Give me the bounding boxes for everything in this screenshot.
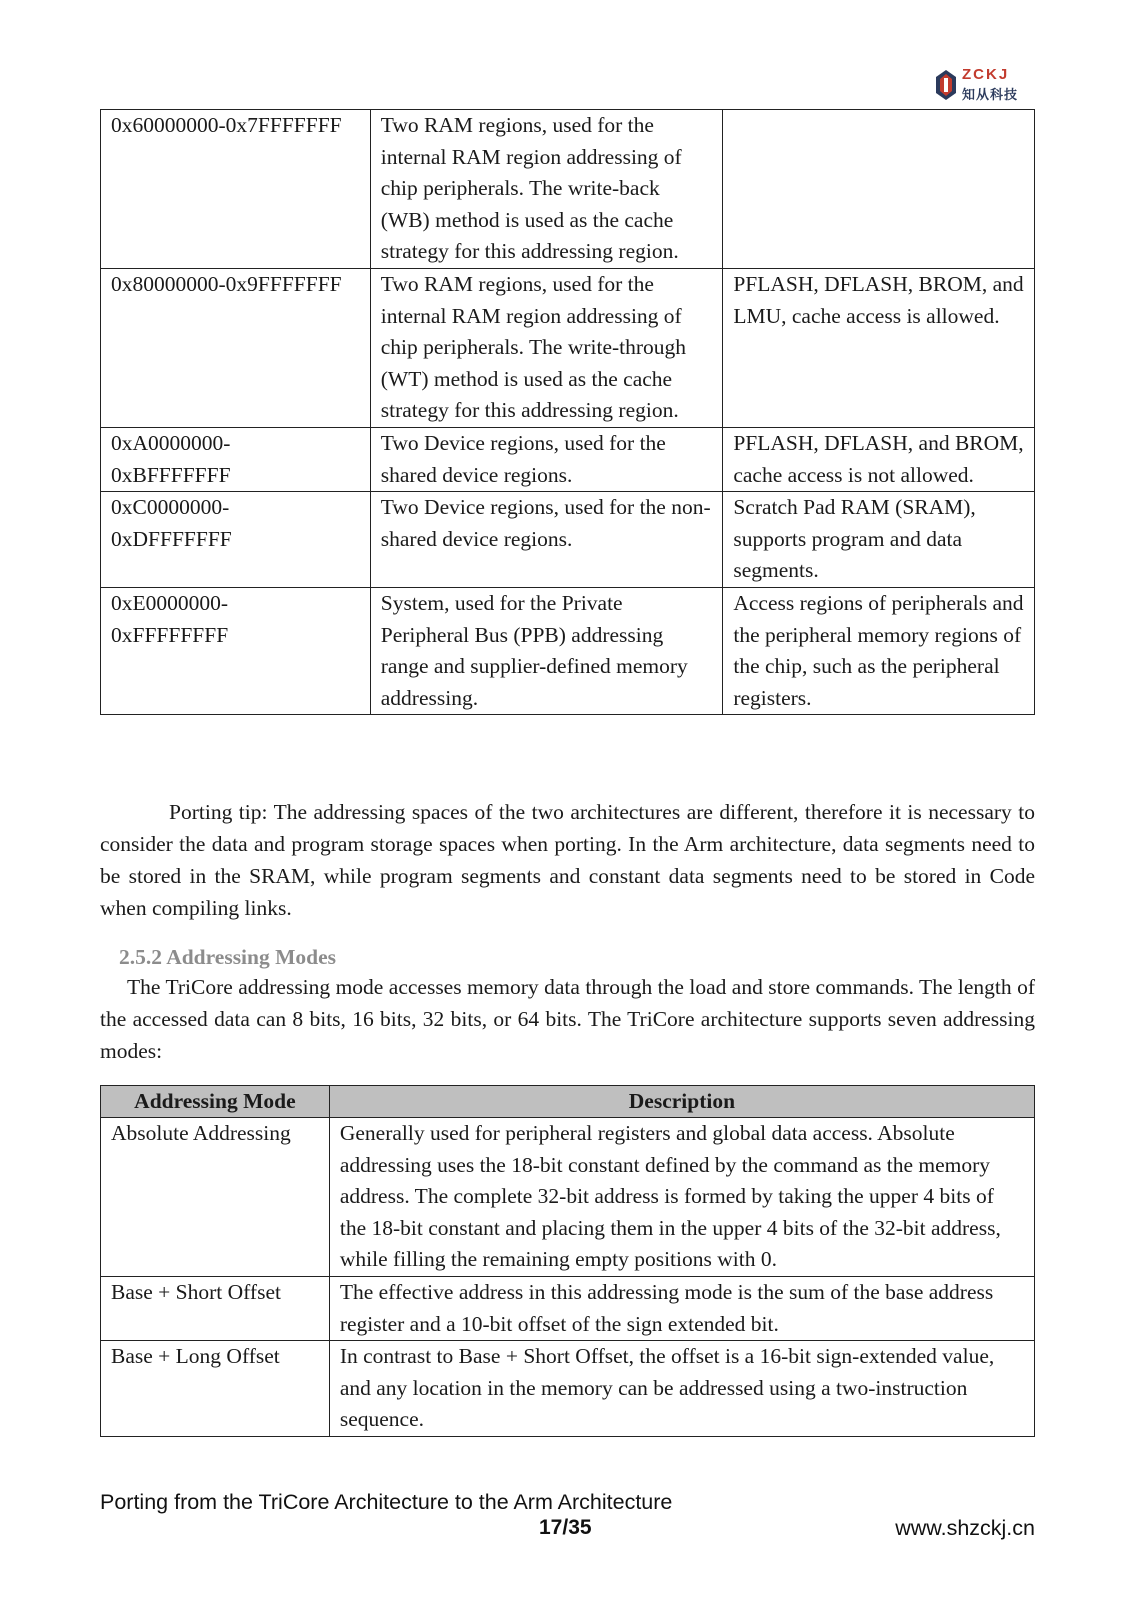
- company-logo: [934, 66, 1034, 104]
- porting-tip: Porting tip: The addressing spaces of the two architectures are different, therefore it is necessary to consider the data and program storage spaces when porting. In the Arm architecture, data segments need to be stored in the SRAM, while program segments and constant data segments need to be stored in Code when compiling links.: [100, 800, 1035, 920]
- footer-document-title: Porting from the TriCore Architecture to the Arm Architecture: [100, 1490, 673, 1514]
- memory-map-table: [100, 109, 1035, 715]
- address-range-cell: 0x80000000-0x9FFFFFFF: [101, 268, 371, 427]
- column-header-mode: Addressing Mode: [101, 1086, 330, 1118]
- table-row: [101, 1118, 1035, 1277]
- table-header-row: [101, 1086, 1035, 1118]
- region-description-cell: Two Device regions, used for the shared device regions.: [370, 427, 723, 491]
- addressing-modes-table: [100, 1085, 1035, 1437]
- region-notes-cell: Scratch Pad RAM (SRAM), supports program and data segments.: [723, 492, 1035, 588]
- table-row: [101, 587, 1035, 714]
- mode-description-cell: Generally used for peripheral registers and global data access. Absolute addressing uses the 18-bit constant defined by the command as the memory address. The complete 32-bit address is formed by taking the upper 4 bits of the 18-bit constant and placing them in the upper 4 bits of the 32-bit address, while filling the remaining empty positions with 0.: [329, 1118, 1034, 1277]
- region-notes-cell: PFLASH, DFLASH, BROM, and LMU, cache access is allowed.: [723, 268, 1035, 427]
- mode-name-cell: Absolute Addressing: [101, 1118, 330, 1277]
- region-description-cell: Two RAM regions, used for the internal RAM region addressing of chip peripherals. The write-back (WB) method is used as the cache strategy for this addressing region.: [370, 110, 723, 269]
- address-range-cell: 0xC0000000- 0xDFFFFFFF: [101, 492, 371, 588]
- table-row: [101, 1276, 1035, 1340]
- mode-description-cell: In contrast to Base + Short Offset, the offset is a 16-bit sign-extended value, and any location in the memory can be addressed using a two-instruction sequence.: [329, 1341, 1034, 1437]
- table-row: [101, 110, 1035, 269]
- region-notes-cell: PFLASH, DFLASH, and BROM, cache access is not allowed.: [723, 427, 1035, 491]
- table-row: [101, 427, 1035, 491]
- logo-text: ZCKJ: [962, 66, 1010, 83]
- mode-name-cell: Base + Short Offset: [101, 1276, 330, 1340]
- table-row: [101, 1341, 1035, 1437]
- region-description-cell: Two Device regions, used for the non-shared device regions.: [370, 492, 723, 588]
- logo-mark-icon: [934, 69, 958, 101]
- region-description-cell: System, used for the Private Peripheral Bus (PPB) addressing range and supplier-defined memory addressing.: [370, 587, 723, 714]
- logo-cn-text: 知从科技: [962, 88, 1019, 103]
- address-range-cell: 0x60000000-0x7FFFFFFF: [101, 110, 371, 269]
- column-header-description: Description: [329, 1086, 1034, 1118]
- page-number: 17/35: [539, 1516, 592, 1539]
- footer-website: www.shzckj.cn: [895, 1516, 1035, 1540]
- mode-name-cell: Base + Long Offset: [101, 1341, 330, 1437]
- section-heading: 2.5.2 Addressing Modes: [119, 945, 337, 969]
- mode-description-cell: The effective address in this addressing mode is the sum of the base address register and a 10-bit offset of the sign extended bit.: [329, 1276, 1034, 1340]
- address-range-cell: 0xE0000000- 0xFFFFFFFF: [101, 587, 371, 714]
- address-range-cell: 0xA0000000- 0xBFFFFFFF: [101, 427, 371, 491]
- table-row: [101, 492, 1035, 588]
- region-notes-cell: Access regions of peripherals and the peripheral memory regions of the chip, such as the peripheral registers.: [723, 587, 1035, 714]
- table-row: [101, 268, 1035, 427]
- section-intro: The TriCore addressing mode accesses memory data through the load and store commands. The length of the accessed data can 8 bits, 16 bits, 32 bits, or 64 bits. The TriCore architecture supports seven addressing modes:: [100, 975, 1035, 1063]
- region-notes-cell: [723, 110, 1035, 269]
- region-description-cell: Two RAM regions, used for the internal RAM region addressing of chip peripherals. The write-through (WT) method is used as the cache strategy for this addressing region.: [370, 268, 723, 427]
